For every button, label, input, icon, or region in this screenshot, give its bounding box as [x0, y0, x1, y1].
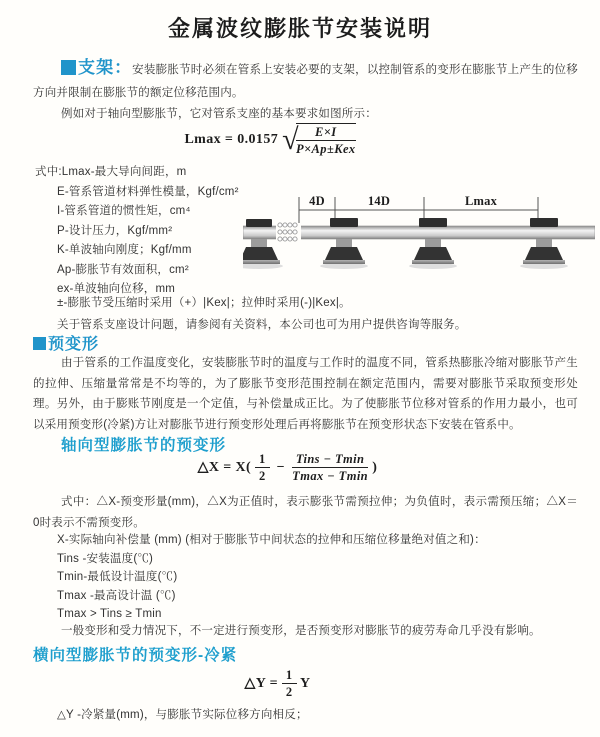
- definition-line: Tmax > Tins ≥ Tmin: [57, 608, 162, 621]
- support-intro-text: 安装膨胀节时必须在管系上安装必要的支架，以控制管系的变形在膨胀节上产生的位移方向并限制在膨胀节的额定位移范围内。: [33, 64, 578, 99]
- lateral-subsection-heading: 横向型膨胀节的预变形-冷紧: [33, 647, 238, 664]
- radical-sign: √: [282, 122, 299, 156]
- section-marker-icon: [33, 337, 46, 350]
- axial-symbol-definitions: [57, 531, 486, 624]
- lmax-formula-denominator: P×Ap±Kex: [296, 142, 356, 157]
- dimension-label-lmax: Lmax: [464, 194, 498, 208]
- dimension-label-14d: 14D: [367, 194, 391, 208]
- support-section-heading: 支架：: [78, 58, 133, 77]
- temperature-fraction: $\frac{\text{Tins − Tmin}}{Tmax - Tmin}$: [292, 452, 369, 484]
- definition-line: I-管系管道的惯性矩，cm⁴: [57, 205, 191, 217]
- axial-formula-rhs: ): [372, 460, 378, 476]
- predeform-section-heading: [33, 331, 99, 354]
- bellows-icon: [276, 223, 301, 241]
- definition-line: Tins -安装温度(℃): [57, 552, 154, 565]
- lmax-formula-numerator: E×I: [296, 125, 356, 141]
- one-half-fraction: $\frac{1}{2}$: [282, 668, 297, 700]
- axial-general-note: 一般变形和受力情况下，不一定进行预变形，是否预变形对膨胀节的疲劳寿命几乎没有影响。: [61, 625, 541, 637]
- consulting-note: 关于管系支座设计问题，请参阅有关资料，本公司也可为用户提供咨询等服务。: [57, 319, 467, 331]
- definition-line: X-实际轴向补偿量 (mm) (相对于膨胀节中间状态的拉伸和压缩位移量绝对值之和)：: [57, 534, 486, 546]
- definition-line: Tmin-最低设计温度(℃): [57, 571, 178, 584]
- definition-line: E-管系管道材料弹性模量，Kgf/cm²: [57, 185, 239, 198]
- lateral-coldtight-formula: [0, 668, 600, 700]
- section-marker-icon: [61, 60, 76, 75]
- definition-line: K-单波轴向刚度；Kgf/mm: [57, 244, 192, 256]
- plus-minus-note: ±-膨胀节受压缩时采用（+）|Kex|；拉伸时采用(-)|Kex|。: [57, 297, 351, 309]
- predeform-heading-text: 预变形: [48, 336, 100, 353]
- definition-line: 式中:Lmax-最大导向间距，m: [35, 166, 187, 178]
- axial-formula-explanation: 式中：△X-预变形量(mm)，△X为正值时，表示膨张节需预拉伸；为负值时，表示需预压缩；△X＝0时表示不需预变形。: [33, 496, 578, 529]
- support-example-line: 例如对于轴向型膨胀节，它对管系支座的基本要求如图所示：: [61, 108, 377, 120]
- predeform-paragraph: 由于管系的工作温度变化，安装膨胀节时的温度与工作时的温度不同，管系热膨胀冷缩对膨胀节产生的拉伸、压缩量常常是不均等的，为了膨胀节变形范围控制在额定范围内，需要对膨胀节采取预变形处理。另外，由于膨账节刚度是一个定值，与补偿量成正比。为了使膨胀节位移对管系的作用力最小，也可以采用预变形(冷紧)方让对膨胀节进行预变形处理后再将膨胀节在预变形状态下安装在管系中。: [33, 357, 578, 431]
- formula-symbol-definitions: [35, 163, 239, 300]
- pipe-support: [412, 218, 454, 264]
- support-spacing-diagram: [243, 192, 595, 292]
- minus-operator: −: [276, 460, 285, 476]
- one-half-fraction: $\frac{1}{2}$: [255, 452, 270, 484]
- lmax-formula: [0, 123, 600, 157]
- pipe-support: [323, 218, 365, 264]
- pipe-support: [523, 218, 565, 264]
- definition-line: ex-单波轴向位移，mm: [57, 283, 176, 295]
- lmax-formula-lhs: Lmax = 0.0157: [184, 132, 279, 148]
- axial-formula-lhs: △X = X(: [197, 460, 252, 476]
- definition-line: Ap-膨胀节有效面积，cm²: [57, 263, 189, 276]
- support-intro-paragraph: [33, 56, 578, 105]
- lateral-note: △Y -冷紧量(mm)，与膨胀节实际位移方向相反；: [57, 709, 308, 721]
- lateral-formula-rhs: Y: [299, 676, 311, 692]
- dimension-label-4d: 4D: [309, 194, 325, 208]
- lateral-formula-lhs: △Y =: [244, 676, 278, 692]
- page-title: 金属波纹膨胀节安装说明: [167, 16, 432, 41]
- axial-predeform-formula: [0, 452, 600, 484]
- definition-line: Tmax -最高设计温 (℃): [57, 589, 176, 602]
- radical-box: [296, 123, 356, 157]
- definition-line: P-设计压力，Kgf/mm²: [57, 224, 173, 237]
- axial-subsection-heading: 轴向型膨胀节的预变形: [61, 437, 227, 454]
